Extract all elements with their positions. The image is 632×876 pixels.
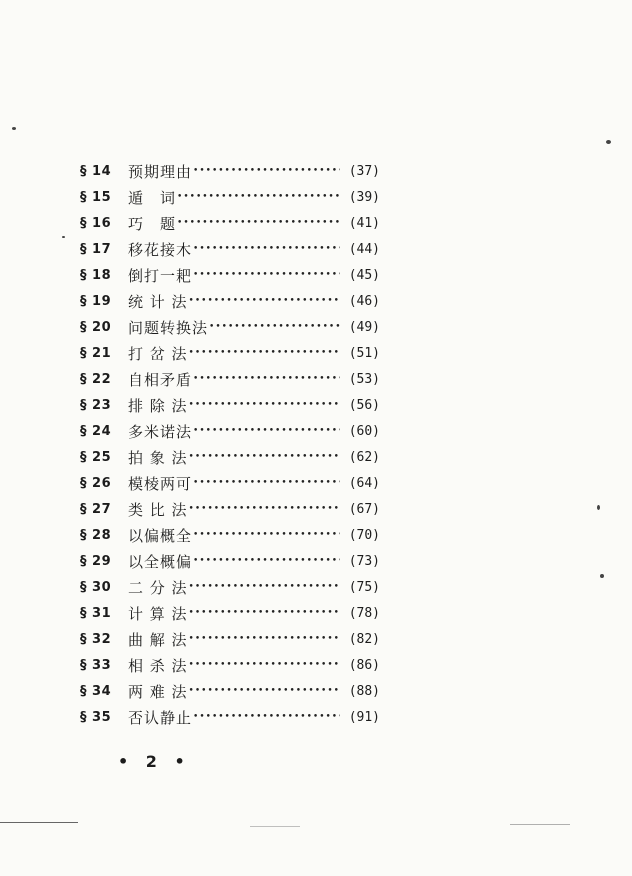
section-number: § 22 — [80, 371, 112, 387]
page-reference: (78) — [348, 605, 380, 621]
toc-entry — [80, 262, 380, 288]
toc-entry — [80, 340, 380, 366]
entry-title: 巧 题 — [128, 214, 177, 233]
section-number: § 25 — [80, 449, 112, 465]
entry-title: 自相矛盾 — [128, 370, 193, 389]
entry-title: 曲 解 法 — [128, 630, 188, 649]
toc-entry — [80, 652, 380, 678]
entry-title: 统 计 法 — [128, 292, 188, 311]
dot-leader — [188, 660, 340, 670]
entry-title: 问题转换法 — [128, 318, 209, 337]
toc-entry — [80, 288, 380, 314]
page-reference: (73) — [348, 553, 380, 569]
entry-title: 倒打一耙 — [128, 266, 193, 285]
page-reference: (37) — [348, 163, 380, 179]
page-reference: (56) — [348, 397, 380, 413]
entry-title: 以全概偏 — [128, 552, 193, 571]
page-reference: (51) — [348, 345, 380, 361]
dot-leader — [192, 270, 340, 280]
section-number: § 33 — [80, 657, 112, 673]
dot-leader — [192, 166, 340, 176]
scan-line — [250, 826, 300, 827]
section-number: § 34 — [80, 683, 112, 699]
entry-title: 打 岔 法 — [128, 344, 188, 363]
page-reference: (82) — [348, 631, 380, 647]
entry-title: 二 分 法 — [128, 578, 188, 597]
entry-title: 相 杀 法 — [128, 656, 188, 675]
scan-speck — [600, 574, 604, 578]
section-number: § 21 — [80, 345, 112, 361]
dot-leader — [192, 478, 340, 488]
entry-title: 移花接木 — [128, 240, 193, 259]
toc-entry — [80, 392, 380, 418]
toc-entry — [80, 158, 380, 184]
toc-entry — [80, 210, 380, 236]
page-reference: (67) — [348, 501, 380, 517]
dot-leader — [192, 530, 340, 540]
dot-leader — [176, 192, 340, 202]
section-number: § 24 — [80, 423, 112, 439]
section-number: § 27 — [80, 501, 112, 517]
toc-entry — [80, 314, 380, 340]
dot-leader — [208, 322, 340, 332]
page-reference: (86) — [348, 657, 380, 673]
section-number: § 16 — [80, 215, 112, 231]
toc-entry — [80, 600, 380, 626]
dot-leader — [188, 608, 340, 618]
section-number: § 30 — [80, 579, 112, 595]
dot-leader — [192, 374, 340, 384]
page-reference: (45) — [348, 267, 380, 283]
section-number: § 23 — [80, 397, 112, 413]
section-number: § 17 — [80, 241, 112, 257]
dot-leader — [188, 400, 340, 410]
entry-title: 拍 象 法 — [128, 448, 188, 467]
entry-title: 计 算 法 — [128, 604, 188, 623]
toc-entry — [80, 444, 380, 470]
section-number: § 15 — [80, 189, 112, 205]
entry-title: 多米诺法 — [128, 422, 193, 441]
dot-leader — [176, 218, 340, 228]
dot-leader — [192, 556, 340, 566]
page-reference: (62) — [348, 449, 380, 465]
dot-leader — [188, 582, 340, 592]
toc-entry — [80, 470, 380, 496]
dot-leader — [188, 296, 340, 306]
page-reference: (75) — [348, 579, 380, 595]
dot-leader — [188, 348, 340, 358]
entry-title: 模棱两可 — [128, 474, 193, 493]
dot-leader — [188, 452, 340, 462]
scan-speck — [606, 140, 611, 144]
toc-entry — [80, 366, 380, 392]
toc-entry — [80, 574, 380, 600]
toc-entry — [80, 626, 380, 652]
toc-entry — [80, 184, 380, 210]
scan-speck — [12, 127, 16, 130]
entry-title: 遁 词 — [128, 188, 177, 207]
page-reference: (64) — [348, 475, 380, 491]
page-reference: (49) — [348, 319, 380, 335]
toc-entry — [80, 496, 380, 522]
dot-leader — [192, 244, 340, 254]
dot-leader — [188, 504, 340, 514]
dot-leader — [192, 712, 340, 722]
entry-title: 以偏概全 — [128, 526, 193, 545]
page-reference: (41) — [348, 215, 380, 231]
toc-entry — [80, 548, 380, 574]
dot-leader — [192, 426, 340, 436]
table-of-contents — [80, 158, 380, 730]
section-number: § 29 — [80, 553, 112, 569]
page-reference: (39) — [348, 189, 380, 205]
entry-title: 类 比 法 — [128, 500, 188, 519]
entry-title: 否认静止 — [128, 708, 193, 727]
dot-leader — [188, 686, 340, 696]
section-number: § 31 — [80, 605, 112, 621]
toc-entry — [80, 236, 380, 262]
page-reference: (91) — [348, 709, 380, 725]
section-number: § 18 — [80, 267, 112, 283]
section-number: § 32 — [80, 631, 112, 647]
page-reference: (53) — [348, 371, 380, 387]
toc-entry — [80, 522, 380, 548]
scan-line — [0, 822, 78, 823]
toc-entry — [80, 678, 380, 704]
page-reference: (44) — [348, 241, 380, 257]
page-reference: (60) — [348, 423, 380, 439]
scan-speck — [597, 505, 600, 510]
section-number: § 28 — [80, 527, 112, 543]
page-reference: (70) — [348, 527, 380, 543]
entry-title: 排 除 法 — [128, 396, 188, 415]
toc-entry — [80, 704, 380, 730]
page-reference: (88) — [348, 683, 380, 699]
section-number: § 26 — [80, 475, 112, 491]
section-number: § 20 — [80, 319, 112, 335]
toc-entry — [80, 418, 380, 444]
section-number: § 14 — [80, 163, 112, 179]
page-reference: (46) — [348, 293, 380, 309]
entry-title: 预期理由 — [128, 162, 193, 181]
scan-speck — [62, 236, 65, 238]
page-number: • 2 • — [118, 752, 191, 771]
section-number: § 35 — [80, 709, 112, 725]
dot-leader — [188, 634, 340, 644]
scan-line — [510, 824, 570, 825]
section-number: § 19 — [80, 293, 112, 309]
entry-title: 两 难 法 — [128, 682, 188, 701]
